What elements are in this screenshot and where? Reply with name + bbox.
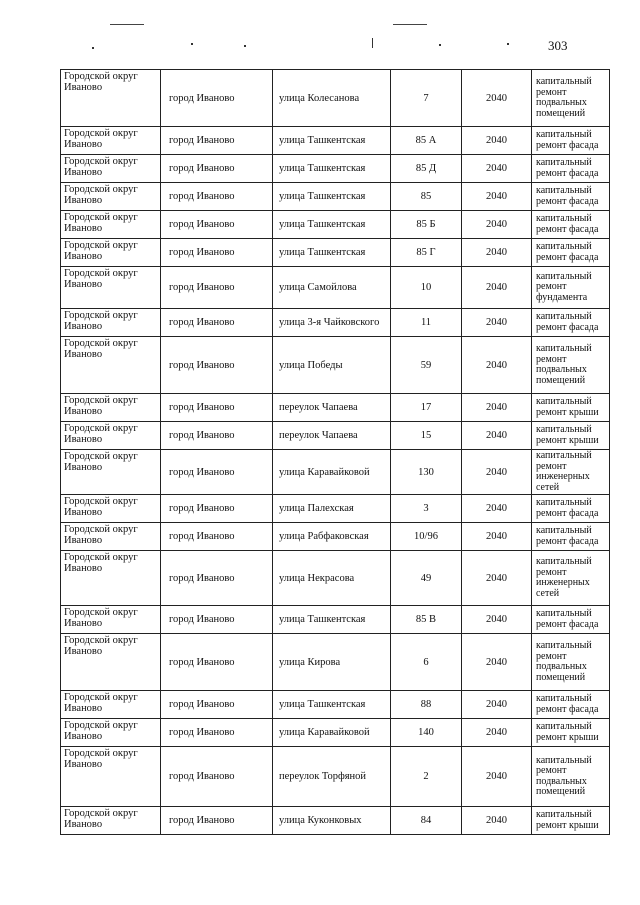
street-cell: переулок Чапаева [273, 394, 391, 422]
city-cell: город Иваново [161, 450, 273, 495]
municipality-cell: Городской округ Иваново [61, 422, 161, 450]
year-cell: 2040 [462, 337, 532, 394]
table-row [61, 747, 610, 807]
municipality-cell: Городской округ Иваново [61, 523, 161, 551]
city-cell: город Иваново [161, 523, 273, 551]
city-cell: город Иваново [161, 337, 273, 394]
table-row [61, 337, 610, 394]
city-cell: город Иваново [161, 394, 273, 422]
work-type-cell: капитальный ремонт фасада [532, 523, 610, 551]
house-number-cell: 85 Б [391, 211, 462, 239]
table-row [61, 606, 610, 634]
year-cell: 2040 [462, 807, 532, 835]
year-cell: 2040 [462, 719, 532, 747]
street-cell: улица Кирова [273, 634, 391, 691]
table-row [61, 394, 610, 422]
house-number-cell: 85 Г [391, 239, 462, 267]
work-type-cell: капитальный ремонт крыши [532, 807, 610, 835]
work-type-cell: капитальный ремонт крыши [532, 394, 610, 422]
year-cell: 2040 [462, 155, 532, 183]
table-row [61, 450, 610, 495]
municipality-cell: Городской округ Иваново [61, 747, 161, 807]
work-type-cell: капитальный ремонт фасада [532, 183, 610, 211]
work-type-cell: капитальный ремонт фасада [532, 211, 610, 239]
scan-dot [507, 43, 509, 45]
municipality-cell: Городской округ Иваново [61, 155, 161, 183]
page-number: 303 [548, 38, 568, 53]
house-number-cell: 15 [391, 422, 462, 450]
street-cell: переулок Торфяной [273, 747, 391, 807]
table-row [61, 807, 610, 835]
year-cell: 2040 [462, 691, 532, 719]
work-type-cell: капитальный ремонт инженерных сетей [532, 551, 610, 606]
table-row [61, 634, 610, 691]
house-number-cell: 130 [391, 450, 462, 495]
street-cell: улица Ташкентская [273, 127, 391, 155]
year-cell: 2040 [462, 211, 532, 239]
city-cell: город Иваново [161, 239, 273, 267]
work-type-cell: капитальный ремонт фасада [532, 127, 610, 155]
year-cell: 2040 [462, 606, 532, 634]
work-type-cell: капитальный ремонт подвальных помещений [532, 634, 610, 691]
table-row [61, 211, 610, 239]
scan-dot [92, 47, 94, 49]
city-cell: город Иваново [161, 211, 273, 239]
city-cell: город Иваново [161, 183, 273, 211]
municipality-cell: Городской округ Иваново [61, 634, 161, 691]
house-number-cell: 11 [391, 309, 462, 337]
year-cell: 2040 [462, 127, 532, 155]
year-cell: 2040 [462, 523, 532, 551]
year-cell: 2040 [462, 183, 532, 211]
street-cell: улица Победы [273, 337, 391, 394]
municipality-cell: Городской округ Иваново [61, 719, 161, 747]
work-type-cell: капитальный ремонт крыши [532, 719, 610, 747]
street-cell: улица Каравайковой [273, 719, 391, 747]
street-cell: улица Некрасова [273, 551, 391, 606]
scan-mark [110, 24, 144, 25]
table-row [61, 155, 610, 183]
year-cell: 2040 [462, 70, 532, 127]
scan-dot [439, 44, 441, 46]
table-row [61, 309, 610, 337]
table-row [61, 183, 610, 211]
house-number-cell: 85 Д [391, 155, 462, 183]
street-cell: улица Каравайковой [273, 450, 391, 495]
year-cell: 2040 [462, 309, 532, 337]
work-type-cell: капитальный ремонт фасада [532, 309, 610, 337]
city-cell: город Иваново [161, 309, 273, 337]
street-cell: улица Ташкентская [273, 183, 391, 211]
city-cell: город Иваново [161, 606, 273, 634]
work-type-cell: капитальный ремонт подвальных помещений [532, 747, 610, 807]
scan-mark [393, 24, 427, 25]
municipality-cell: Городской округ Иваново [61, 267, 161, 309]
scan-dot [191, 43, 193, 45]
table-row [61, 719, 610, 747]
municipality-cell: Городской округ Иваново [61, 450, 161, 495]
city-cell: город Иваново [161, 634, 273, 691]
work-type-cell: капитальный ремонт фасада [532, 155, 610, 183]
table-row [61, 239, 610, 267]
house-number-cell: 84 [391, 807, 462, 835]
repair-schedule-table [60, 69, 610, 835]
city-cell: город Иваново [161, 70, 273, 127]
table-row [61, 70, 610, 127]
street-cell: улица Ташкентская [273, 155, 391, 183]
house-number-cell: 59 [391, 337, 462, 394]
work-type-cell: капитальный ремонт подвальных помещений [532, 70, 610, 127]
municipality-cell: Городской округ Иваново [61, 127, 161, 155]
house-number-cell: 6 [391, 634, 462, 691]
street-cell: улица Ташкентская [273, 239, 391, 267]
city-cell: город Иваново [161, 551, 273, 606]
year-cell: 2040 [462, 551, 532, 606]
house-number-cell: 140 [391, 719, 462, 747]
house-number-cell: 7 [391, 70, 462, 127]
year-cell: 2040 [462, 450, 532, 495]
work-type-cell: капитальный ремонт крыши [532, 422, 610, 450]
municipality-cell: Городской округ Иваново [61, 394, 161, 422]
table-body [61, 70, 610, 835]
scan-mark [372, 38, 373, 48]
municipality-cell: Городской округ Иваново [61, 807, 161, 835]
city-cell: город Иваново [161, 155, 273, 183]
city-cell: город Иваново [161, 807, 273, 835]
table-row [61, 127, 610, 155]
work-type-cell: капитальный ремонт фасада [532, 495, 610, 523]
year-cell: 2040 [462, 747, 532, 807]
city-cell: город Иваново [161, 127, 273, 155]
municipality-cell: Городской округ Иваново [61, 309, 161, 337]
city-cell: город Иваново [161, 719, 273, 747]
year-cell: 2040 [462, 495, 532, 523]
municipality-cell: Городской округ Иваново [61, 211, 161, 239]
house-number-cell: 88 [391, 691, 462, 719]
table-row [61, 551, 610, 606]
street-cell: улица Рабфаковская [273, 523, 391, 551]
city-cell: город Иваново [161, 422, 273, 450]
street-cell: улица Ташкентская [273, 691, 391, 719]
house-number-cell: 85 А [391, 127, 462, 155]
municipality-cell: Городской округ Иваново [61, 606, 161, 634]
city-cell: город Иваново [161, 267, 273, 309]
street-cell: улица Куконковых [273, 807, 391, 835]
street-cell: улица Самойлова [273, 267, 391, 309]
street-cell: улица 3-я Чайковского [273, 309, 391, 337]
municipality-cell: Городской округ Иваново [61, 495, 161, 523]
year-cell: 2040 [462, 394, 532, 422]
municipality-cell: Городской округ Иваново [61, 183, 161, 211]
scan-dot [244, 45, 246, 47]
year-cell: 2040 [462, 634, 532, 691]
table-row [61, 523, 610, 551]
work-type-cell: капитальный ремонт фундамента [532, 267, 610, 309]
table-row [61, 691, 610, 719]
house-number-cell: 85 [391, 183, 462, 211]
work-type-cell: капитальный ремонт инженерных сетей [532, 450, 610, 495]
municipality-cell: Городской округ Иваново [61, 691, 161, 719]
street-cell: улица Ташкентская [273, 211, 391, 239]
municipality-cell: Городской округ Иваново [61, 337, 161, 394]
work-type-cell: капитальный ремонт фасада [532, 239, 610, 267]
year-cell: 2040 [462, 422, 532, 450]
city-cell: город Иваново [161, 747, 273, 807]
house-number-cell: 2 [391, 747, 462, 807]
house-number-cell: 17 [391, 394, 462, 422]
municipality-cell: Городской округ Иваново [61, 239, 161, 267]
table-row [61, 267, 610, 309]
street-cell: улица Ташкентская [273, 606, 391, 634]
year-cell: 2040 [462, 239, 532, 267]
house-number-cell: 49 [391, 551, 462, 606]
table-row [61, 422, 610, 450]
city-cell: город Иваново [161, 691, 273, 719]
street-cell: улица Колесанова [273, 70, 391, 127]
municipality-cell: Городской округ Иваново [61, 551, 161, 606]
table-row [61, 495, 610, 523]
city-cell: город Иваново [161, 495, 273, 523]
work-type-cell: капитальный ремонт фасада [532, 606, 610, 634]
house-number-cell: 3 [391, 495, 462, 523]
year-cell: 2040 [462, 267, 532, 309]
work-type-cell: капитальный ремонт подвальных помещений [532, 337, 610, 394]
work-type-cell: капитальный ремонт фасада [532, 691, 610, 719]
municipality-cell: Городской округ Иваново [61, 70, 161, 127]
house-number-cell: 10/96 [391, 523, 462, 551]
house-number-cell: 85 В [391, 606, 462, 634]
street-cell: переулок Чапаева [273, 422, 391, 450]
house-number-cell: 10 [391, 267, 462, 309]
street-cell: улица Палехская [273, 495, 391, 523]
